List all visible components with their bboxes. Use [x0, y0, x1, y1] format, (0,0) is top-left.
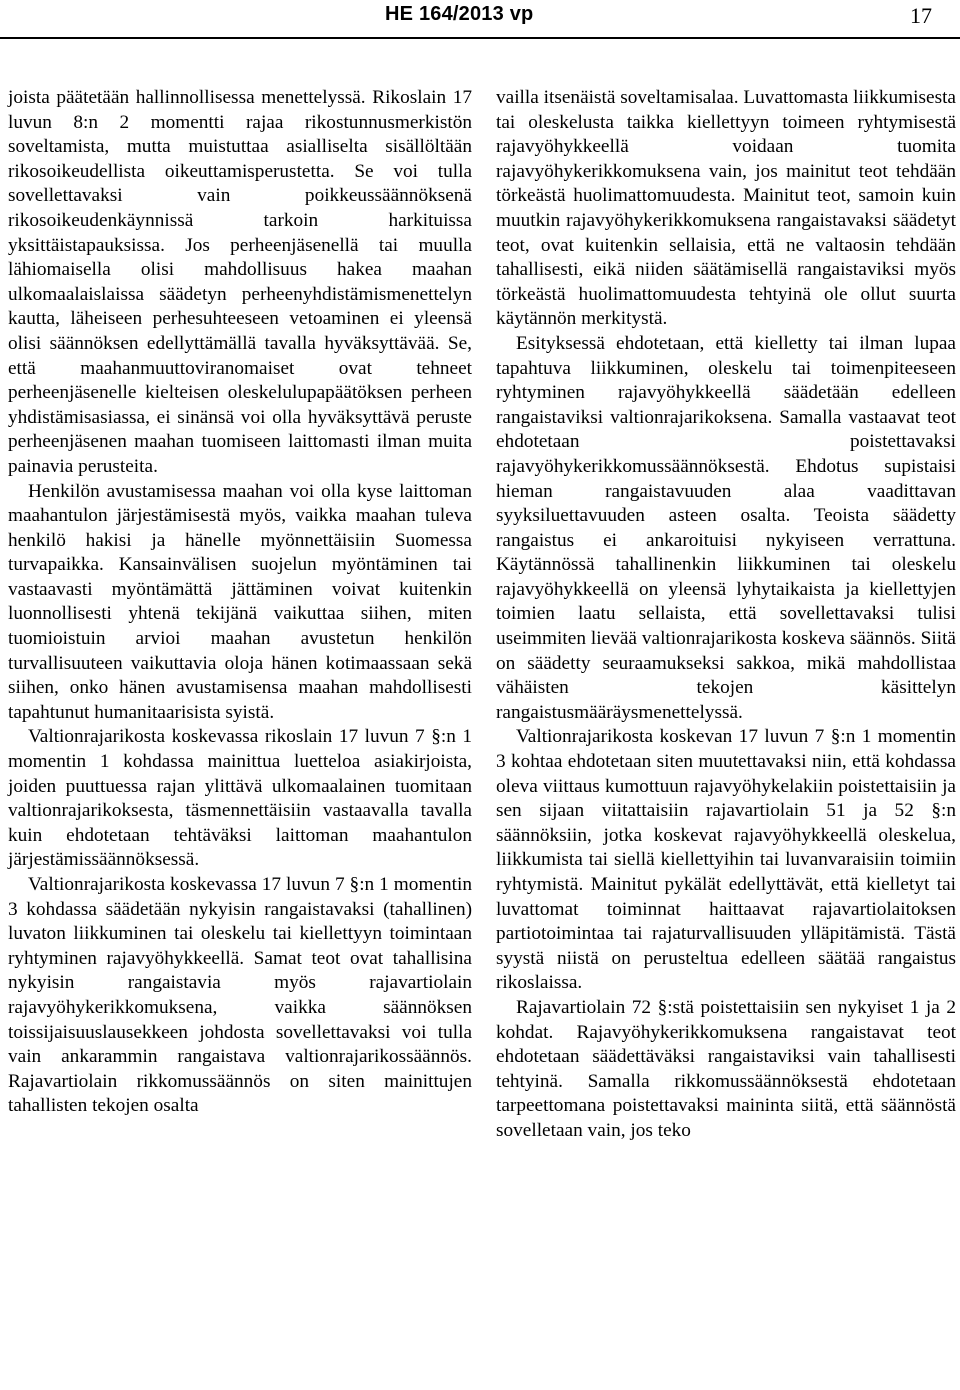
paragraph: Rajavartiolain 72 §:stä poistettaisiin sen nykyiset 1 ja 2 kohdat. Rajavyöhykerikkomuksena rangaistavat teot ehdotetaan säädettäväksi rangaistaviksi vain tahallisesti tehtyinä. Samalla rikkomussäännöksestä ehdotetaan tarpeettomana poistettavaksi maininta siitä, että säännöstä sovelletaan vain, jos teko: [496, 996, 956, 1141]
paragraph: Henkilön avustamisessa maahan voi olla kyse laittoman maahantulon järjestämisestä myös, vaikka maahan tuleva henkilö hakisi ja hänelle myönnettäisiin Suomessa turvapaikka. Kansainvälisen suojelun myöntäminen tai vastaavasti myöntämättä jättäminen voivat kuitenkin luonnollisesti yhtenä tekijänä vaikuttaa siihen, miten tuomioistuin arvioi maahan avustetun henkilön turvallisuuteen vaikuttavia oloja hänen kotimaassaan sekä siihen, onko hänen avustamisensa maahan mahdollisesti tapahtunut humanitaarisista syistä.: [8, 480, 472, 723]
paragraph: vailla itsenäistä soveltamisalaa. Luvattomasta liikkumisesta tai oleskelusta taikka kiellettyyn toimeen ryhtymisestä rajavyöhykkeellä voidaan tuomita rajavyöhykerikkomuksena vain, jos mainitut teot tehdään törkeästä huolimattomuudesta. Mainitut teot, samoin kuin muutkin rajavyöhykerikkomuksena rangaistavaksi säädetyt teot, ovat kuitenkin sellaisia, että ne valtaosin tehdään tahallisesti, eikä niiden säätämisellä rangaistaviksi myös törkeästä huolimattomuudesta tehtyinä ole ollut suurta käytännön merkitystä.: [496, 87, 956, 330]
right-column: [496, 86, 956, 1144]
paragraph: Esityksessä ehdotetaan, että kielletty tai ilman lupaa tapahtuva liikkuminen, oleskelu tai toimenpiteeseen ryhtyminen rajavyöhykkeellä säädetään edelleen rangaistaviksi valtionrajarikoksena. Samalla vastaavat teot ehdotetaan poistettavaksi rajavyöhykerikkomussäännöksestä. Ehdotus supistaisi hieman rangaistavuuden alaa vaadittavan syyksiluettavuuden asteen osalta. Teoista säädetty rangaistus ei ankaroituisi nykyiseen verrattuna. Käytännössä tahallinenkin liikkuminen tai oleskelu rajavyöhykkeellä on yleensä lyhytaikaista ja kiellettyjen toimien laatu sellaista, että sovellettavaksi tulisi useimmiten lievää valtionrajarikosta koskeva säännös. Siitä on säädetty seuraamukseksi sakkoa, mikä mahdollistaa vähäisten tekojen käsittelyn rangaistusmääräysmenettelyssä.: [496, 332, 956, 723]
paragraph: Valtionrajarikosta koskevassa rikoslain 17 luvun 7 §:n 1 momentin 1 kohdassa mainittua luetteloa asiakirjoista, joiden puuttuessa rajan ylittävä ulkomaalainen tuomitaan valtionrajarikoksesta, täsmennettäisiin vastaavalla tavalla kuin ehdotetaan tehtäväksi laittoman maahantulon järjestämissäännöksessä.: [8, 726, 472, 871]
left-column: [8, 86, 472, 1119]
paragraph: Valtionrajarikosta koskevassa 17 luvun 7 §:n 1 momentin 3 kohdassa säädetään nykyisin rangaistavaksi (tahallinen) luvaton liikkuminen tai oleskelu tai kiellettyyn toimintaan ryhtyminen rajavyöhykkeellä. Samat teot ovat tahallisina nykyisin rangaistavia myös rajavartiolain rajavyöhykerikkomuksena, vaikka säännöksen toissijaisuuslausekkeen johdosta sovellettavaksi voi tulla vain ankarammin rangaistava valtionrajarikossäännös. Rajavartiolain rikkomussäännös on siten mainittujen tahallisten tekojen osalta: [8, 874, 472, 1117]
page-number: 17: [910, 3, 932, 28]
paragraph: Valtionrajarikosta koskevan 17 luvun 7 §:n 1 momentin 3 kohtaa ehdotetaan siten muutettavaksi niin, että kohdassa oleva viittaus kumottuun rajavyöhykelakiin poistettaisiin ja sen sijaan viitattaisiin rajavartiolain 51 ja 52 §:n säännöksiin, jotka koskevat rajavyöhykkeellä oleskelua, liikkumista tai siellä kiellettyihin tai luvanvaraisiin toimiin ryhtymistä. Mainitut pykälät edellyttävät, että kielletyt tai luvattomat toiminnat haittaavat rajavartiolaitoksen partiotoimintaa tai rajaturvallisuuden ylläpitämistä. Tästä syystä niistä on perusteltua edelleen säätää rangaistus rikoslaissa.: [496, 726, 956, 994]
page-header: [0, 0, 960, 40]
document-id: HE 164/2013 vp: [385, 3, 534, 25]
paragraph: joista päätetään hallinnollisessa menettelyssä. Rikoslain 17 luvun 8:n 2 momentti rajaa rikostunnusmerkistön soveltamista, mutta muistuttaa asialliselta sisällöltään rikosoikeudellista oikeuttamisperustetta. Se voi tulla sovellettavaksi vain poikkeussäännöksenä rikosoikeudenkäynnissä tarkoin harkituissa yksittäistapauksissa. Jos perheenjäsenellä tai muulla lähiomaisella olisi mahdollisuus hakea maahan ulkomaalaislaissa säädetyn perheenyhdistämismenettelyn kautta, läheiseen perhesuhteeseen vetoaminen ei yleensä olisi säännöksen edellyttämällä tavalla hyväksyttävää. Se, että maahanmuuttoviranomaiset ovat tehneet perheenjäsenelle kielteisen oleskelulupapäätöksen perheen yhdistämisasiassa, ei sinänsä voi olla hyväksyttävä peruste perheenjäsenen maahan tuomiseen laittomasti ilman muita painavia perusteita.: [8, 87, 472, 477]
header-rule: [0, 37, 960, 39]
